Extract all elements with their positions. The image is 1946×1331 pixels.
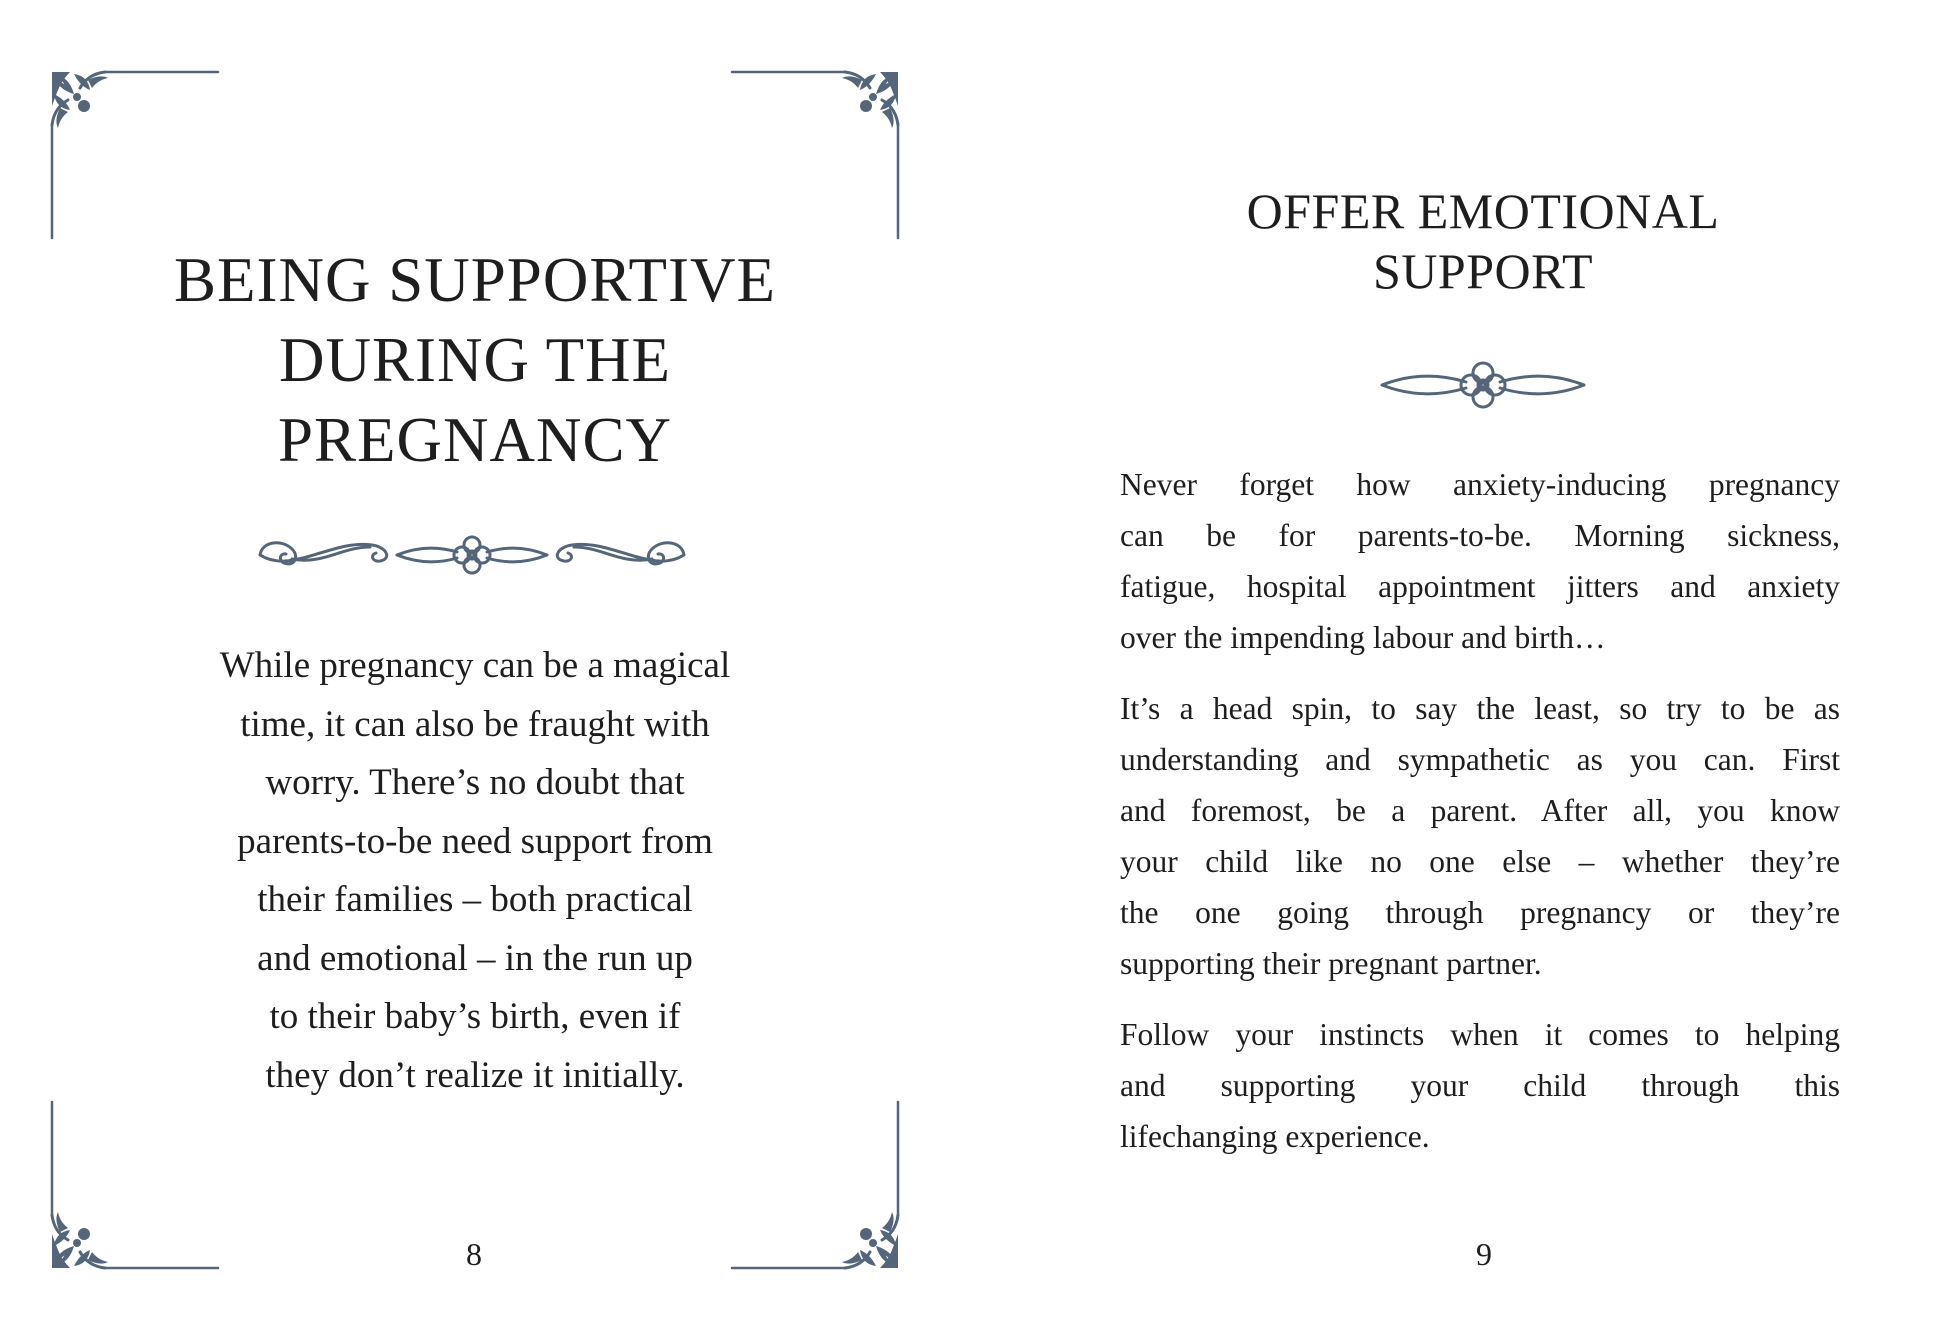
scroll-flourish-icon <box>252 525 692 585</box>
section-title-line: SUPPORT <box>1372 243 1594 299</box>
intro-text-line: to their baby’s birth, even if <box>269 996 681 1037</box>
corner-fan-ornament-icon <box>730 1100 900 1270</box>
text-line: lifechanging experience. <box>1120 1119 1430 1154</box>
text-line: It’s a head spin, to say the least, so try to be as <box>1120 691 1840 726</box>
text-line: and foremost, be a parent. After all, you know <box>1120 793 1840 828</box>
chapter-title-line: BEING SUPPORTIVE <box>173 245 776 315</box>
text-line: supporting their pregnant partner. <box>1120 946 1542 981</box>
page-number: 9 <box>1476 1236 1492 1272</box>
intro-text-line: and emotional – in the run up <box>257 937 693 979</box>
corner-fan-ornament-icon <box>50 70 220 240</box>
left-page <box>0 0 950 1331</box>
flower-divider-icon <box>1378 355 1588 415</box>
paragraph <box>1120 1009 1840 1162</box>
text-line: can be for parents-to-be. Morning sickness, <box>1120 518 1840 553</box>
page-number: 8 <box>466 1236 482 1272</box>
corner-fan-ornament-icon <box>50 1100 220 1270</box>
intro-text-line: worry. There’s no doubt that <box>265 762 685 803</box>
paragraph <box>1120 459 1840 663</box>
intro-text-line: their families – both practical <box>257 879 693 920</box>
text-line: understanding and sympathetic as you can. First <box>1120 742 1840 777</box>
chapter-title <box>130 240 820 480</box>
intro-text-line: time, it can also be fraught with <box>240 703 710 745</box>
intro-text-line: parents-to-be need support from <box>237 820 713 862</box>
chapter-title-line: PREGNANCY <box>277 405 673 475</box>
corner-fan-ornament-icon <box>730 70 900 240</box>
text-line: over the impending labour and birth… <box>1120 620 1606 655</box>
text-line: and supporting your child through this <box>1120 1068 1840 1103</box>
intro-text <box>150 637 800 1105</box>
intro-text-line: While pregnancy can be a magical <box>219 645 731 686</box>
intro-text-line: they don’t realize it initially. <box>265 1054 685 1096</box>
body-text <box>1120 459 1840 1182</box>
paragraph <box>1120 683 1840 989</box>
text-line: your child like no one else – whether they’re <box>1120 844 1840 879</box>
text-line: Follow your instincts when it comes to helping <box>1120 1017 1840 1052</box>
text-line: Never forget how anxiety-inducing pregnancy <box>1120 467 1840 502</box>
section-title-line: OFFER EMOTIONAL <box>1246 183 1720 239</box>
text-line: fatigue, hospital appointment jitters and anxiety <box>1120 569 1840 604</box>
section-title <box>1183 181 1783 301</box>
text-line: the one going through pregnancy or they’re <box>1120 895 1840 930</box>
chapter-title-line: DURING THE <box>278 325 672 395</box>
